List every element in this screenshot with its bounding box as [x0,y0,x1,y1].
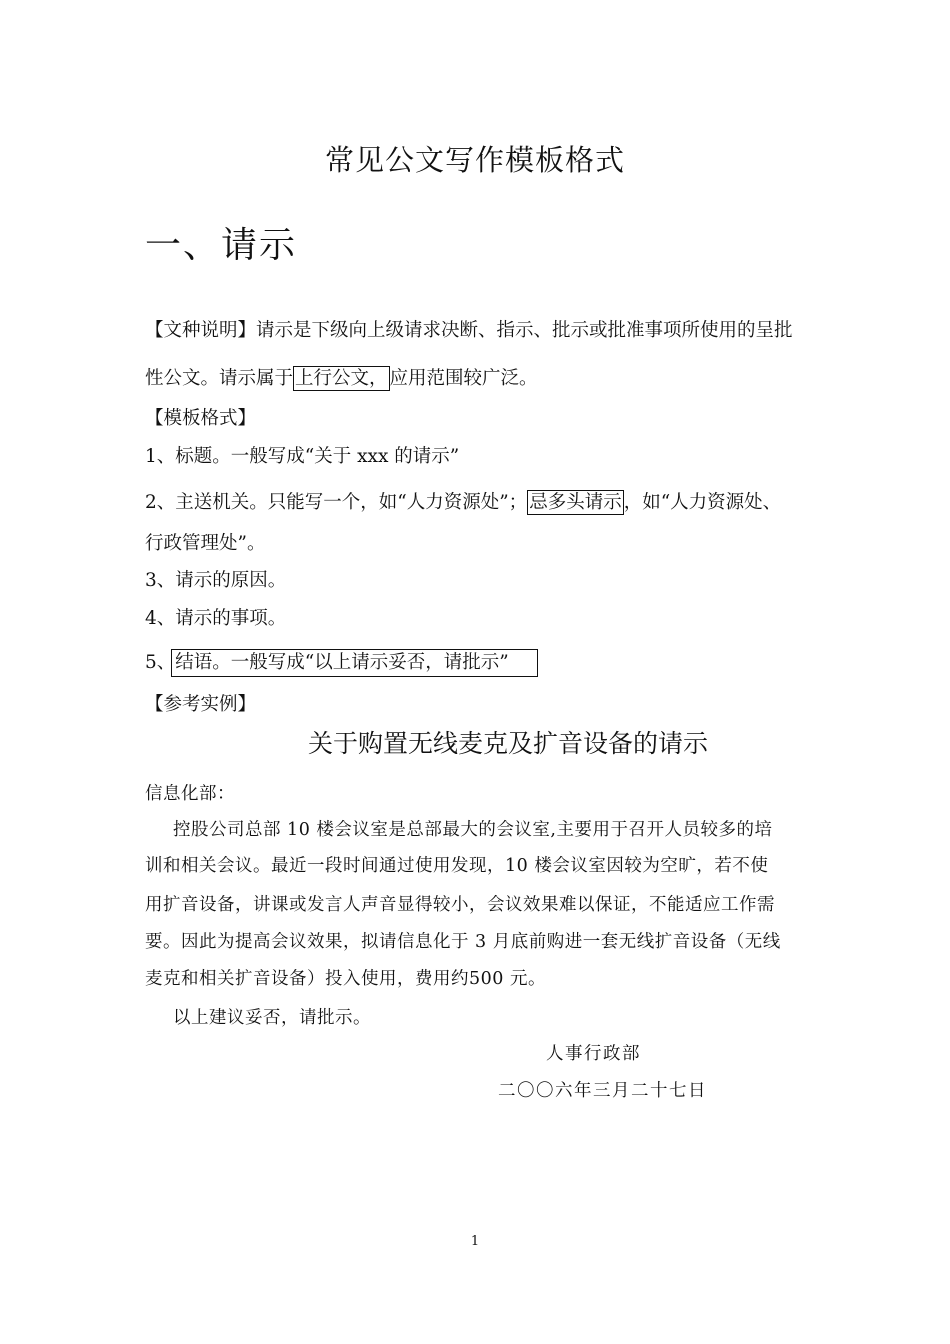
description-line-1 [145,322,793,341]
section-heading: 一、请示 [145,225,298,266]
template-item-4: 4、请示的事项。 [145,608,287,629]
template-item-5 [145,654,509,673]
page-number: 1 [470,1234,480,1249]
example-sender: 人事行政部 [546,1044,641,1064]
template-item-2-text-post: ，如“人力资源处、 [623,492,782,513]
example-paragraph-line-5: 麦克和相关扩音设备）投入使用，费用约500 元。 [145,969,546,989]
example-paragraph-line-3: 用扩音设备，讲课或发言人声音显得较小，会议效果难以保证，不能适应工作需 [145,895,775,915]
description-text-2: 性公文。请示属于 [145,368,294,389]
description-text-3: 应用范围较广泛。 [389,368,538,389]
template-item-2 [145,490,781,515]
example-paragraph-line-2: 训和相关会议。最近一段时间通过使用发现，10 楼会议室因较为空旷，若不使 [145,856,769,876]
example-closing: 以上建议妥否，请批示。 [173,1008,371,1028]
template-item-5-boxed: 结语。一般写成“以上请示妥否，请批示” [175,652,509,673]
description-label: 【文种说明】 [145,320,257,341]
template-item-5-number: 5、 [145,652,176,673]
boxed-no-multiple-recipients: 忌多头请示 [527,490,624,515]
example-label: 【参考实例】 [145,694,257,715]
example-date: 二〇〇六年三月二十七日 [498,1081,707,1101]
example-title: 关于购置无线麦克及扩音设备的请示 [307,729,708,758]
description-line-2 [145,366,538,391]
template-item-1: 1、标题。一般写成“关于 xxx 的请示” [145,446,460,467]
description-text: 请示是下级向上级请求决断、指示、批示或批准事项所使用的呈批 [256,320,793,341]
example-recipient: 信息化部： [145,784,235,804]
template-item-3: 3、请示的原因。 [145,570,287,591]
example-paragraph-line-4: 要。因此为提高会议效果，拟请信息化于 3 月底前购进一套无线扩音设备（无线 [145,932,781,952]
template-item-2-text: 2、主送机关。只能写一个，如“人力资源处”； [145,492,528,513]
template-item-2-continued: 行政管理处”。 [145,533,266,554]
example-paragraph-line-1: 控股公司总部 10 楼会议室是总部最大的会议室,主要用于召开人员较多的培 [173,820,773,840]
template-label: 【模板格式】 [145,408,257,429]
boxed-upward-document: 上行公文， [293,366,390,391]
document-title: 常见公文写作模板格式 [324,143,625,177]
